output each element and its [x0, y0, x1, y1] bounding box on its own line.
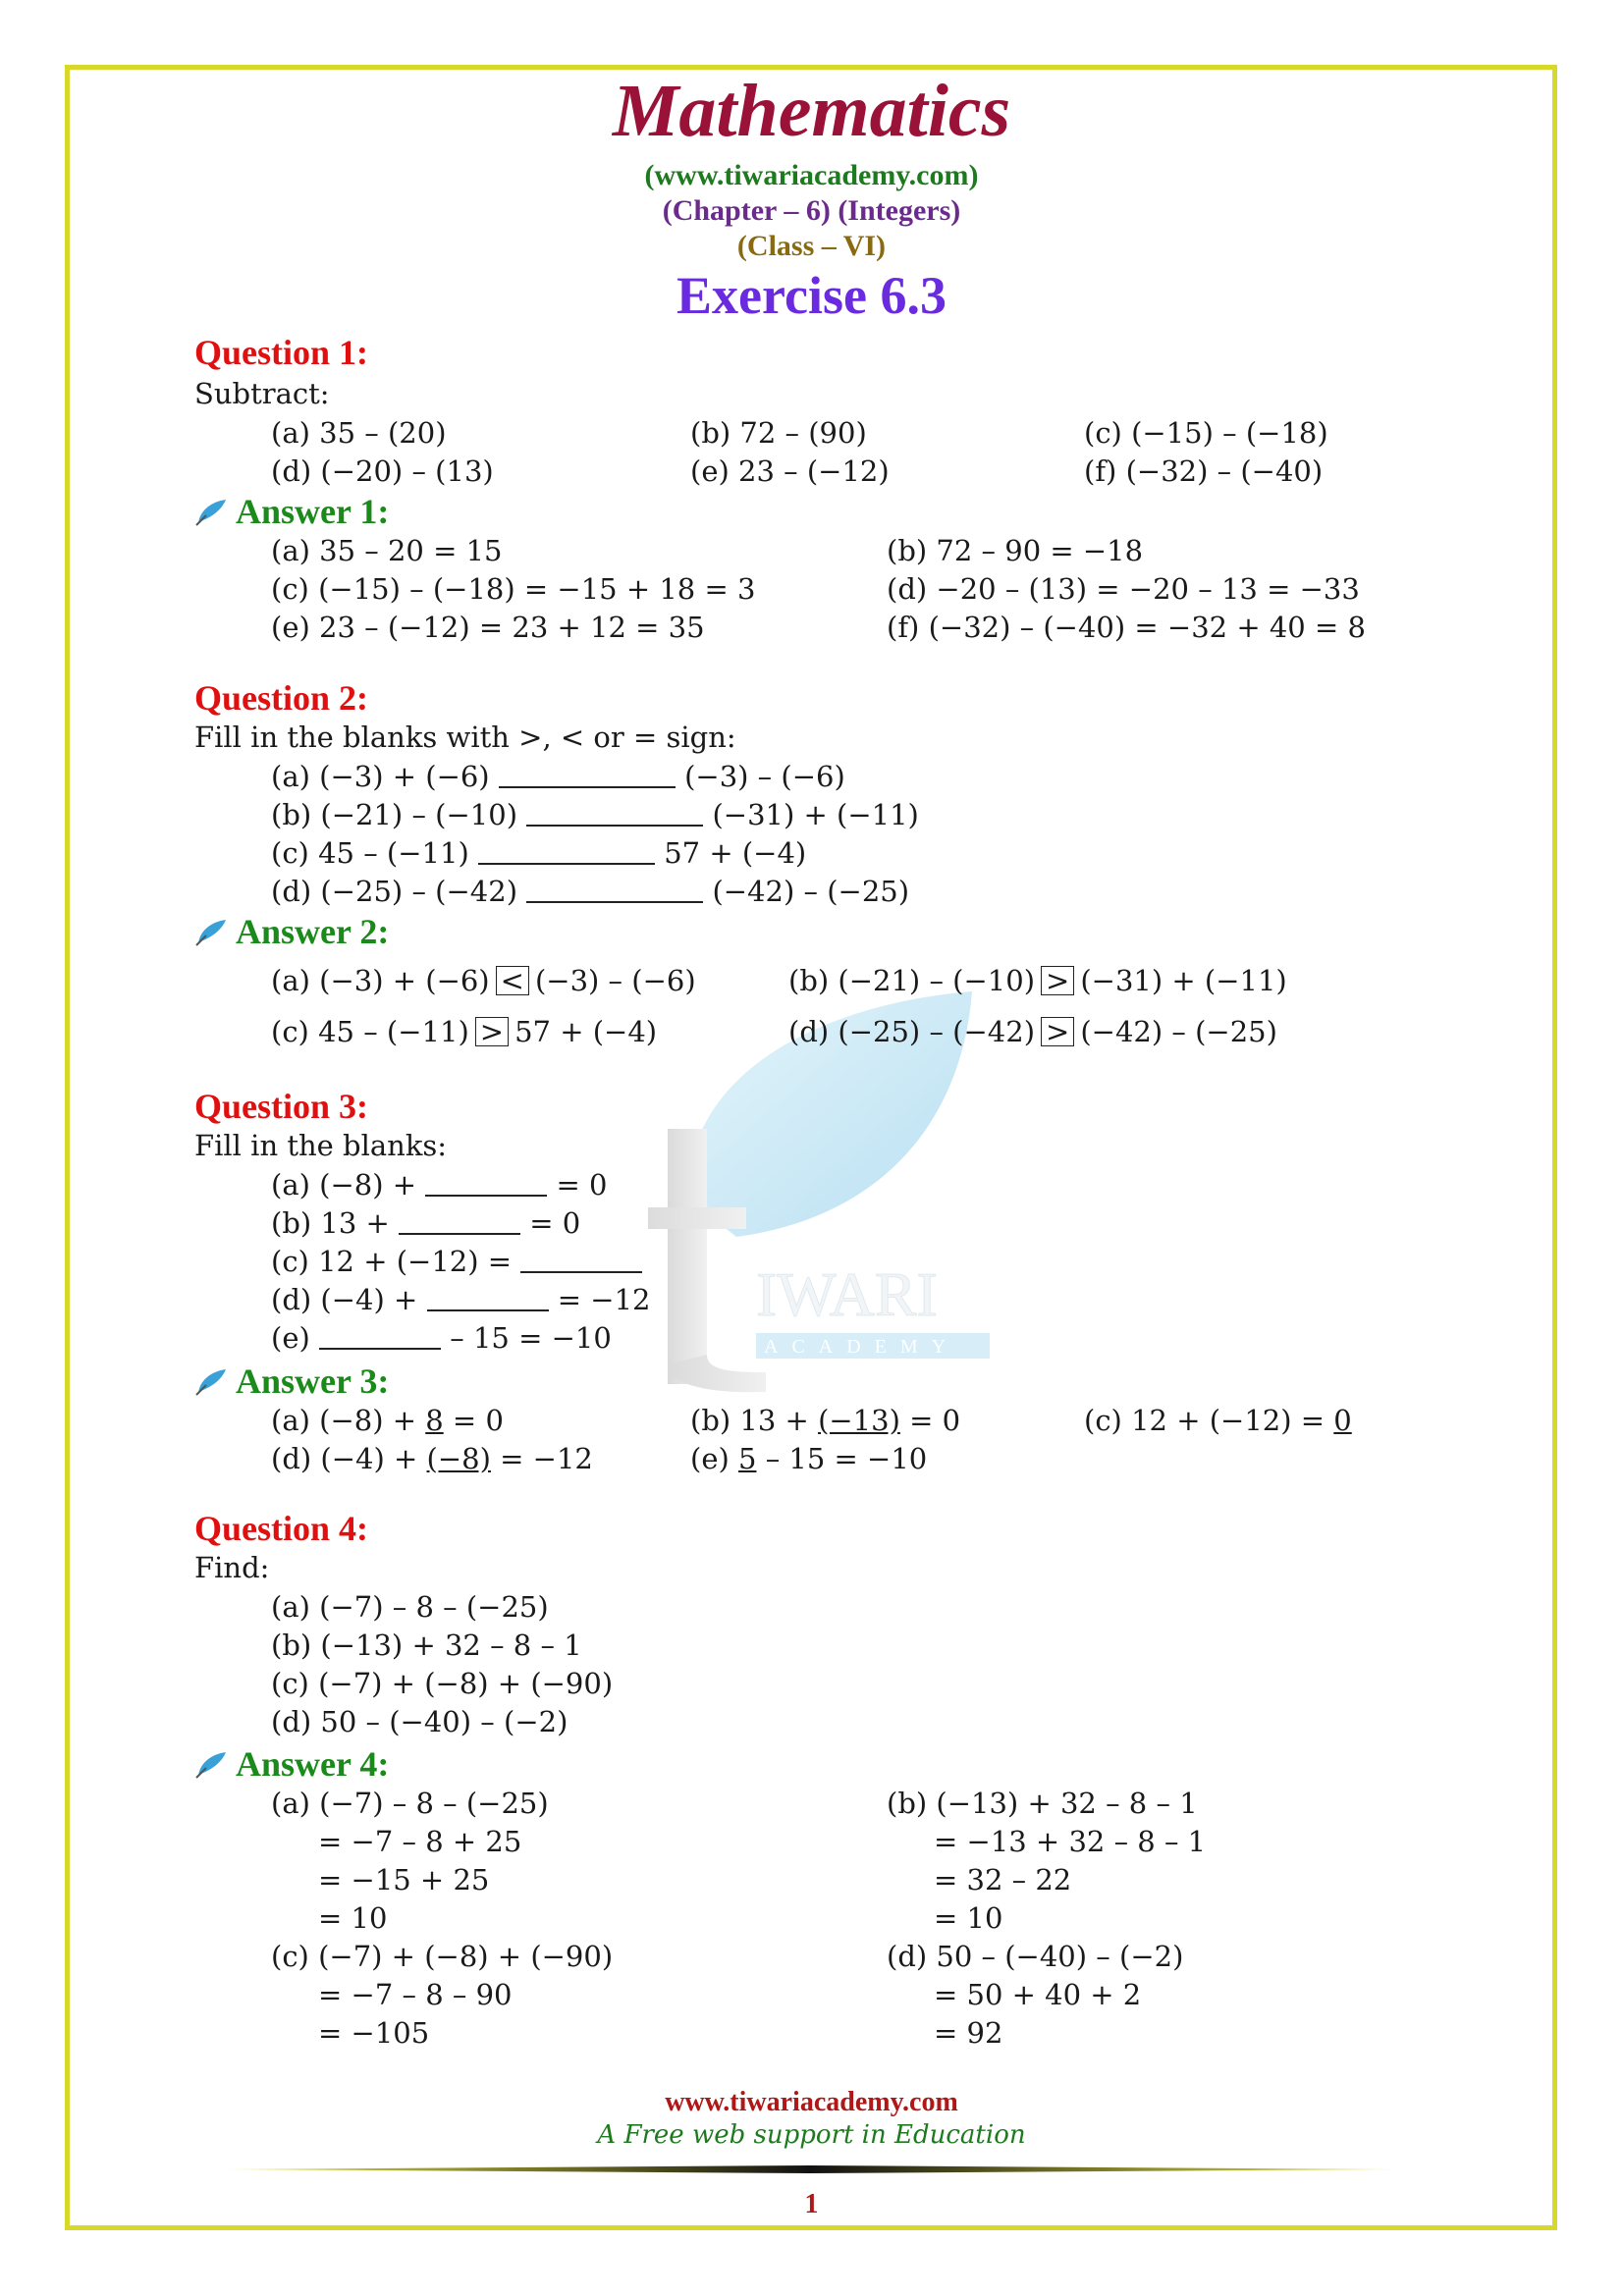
answer-2-label: Answer 2:: [236, 912, 390, 951]
a3-item-b: (b) 13 + (−13) = 0: [690, 1404, 961, 1437]
quill-icon: [194, 498, 228, 527]
a1-item-b: (b) 72 – 90 = −18: [887, 534, 1144, 567]
a3-item-a: (a) (−8) + 8 = 0: [271, 1404, 504, 1437]
answer-sign-box: >: [1041, 966, 1074, 995]
a4-c-line-3: = −105: [318, 2016, 430, 2050]
page-number: 1: [804, 2189, 819, 2219]
answer-1-heading: [194, 491, 389, 532]
a1-item-d: (d) −20 – (13) = −20 – 13 = −33: [887, 572, 1360, 606]
q4-item-c: (c) (−7) + (−8) + (−90): [271, 1667, 614, 1700]
q4-item-b: (b) (−13) + 32 – 8 – 1: [271, 1629, 582, 1662]
q1-item-f: (f) (−32) – (−40): [1084, 454, 1324, 488]
question-1-prompt: Subtract:: [194, 377, 330, 410]
a2-item-c: (c) 45 – (−11) > 57 + (−4): [271, 1015, 658, 1048]
question-4-heading: Question 4:: [194, 1509, 369, 1548]
answer-1-label: Answer 1:: [236, 492, 390, 531]
question-3-heading: Question 3:: [194, 1087, 369, 1126]
q1-item-b: (b) 72 – (90): [690, 416, 867, 450]
question-4-prompt: Find:: [194, 1551, 270, 1584]
footer-website: www.tiwariacademy.com: [665, 2087, 958, 2117]
a4-b-line-2: = −13 + 32 – 8 – 1: [934, 1825, 1207, 1858]
q1-item-d: (d) (−20) – (13): [271, 454, 494, 488]
header-website: (www.tiwariacademy.com): [644, 159, 979, 191]
q2-item-a: (a) (−3) + (−6) (−3) – (−6): [271, 760, 845, 793]
q2-item-b: (b) (−21) – (−10) (−31) + (−11): [271, 798, 919, 831]
q4-item-a: (a) (−7) – 8 – (−25): [271, 1590, 549, 1624]
a1-item-c: (c) (−15) – (−18) = −15 + 18 = 3: [271, 572, 756, 606]
a2-item-b: (b) (−21) – (−10) > (−31) + (−11): [788, 964, 1287, 997]
a3-item-e: (e) 5 – 15 = −10: [690, 1442, 928, 1475]
exercise-title: Exercise 6.3: [676, 266, 947, 325]
a4-d-line-2: = 50 + 40 + 2: [934, 1978, 1142, 2011]
a4-a-line-1: (a) (−7) – 8 – (−25): [271, 1787, 549, 1820]
q3-item-a: (a) (−8) + = 0: [271, 1168, 608, 1201]
a1-item-f: (f) (−32) – (−40) = −32 + 40 = 8: [887, 611, 1366, 644]
q3-item-c: (c) 12 + (−12) =: [271, 1245, 642, 1278]
a2-item-d: (d) (−25) – (−42) > (−42) – (−25): [788, 1015, 1277, 1048]
q1-item-a: (a) 35 – (20): [271, 416, 447, 450]
a4-b-line-3: = 32 – 22: [934, 1863, 1072, 1896]
a4-c-line-1: (c) (−7) + (−8) + (−90): [271, 1940, 614, 1973]
a4-a-line-2: = −7 – 8 + 25: [318, 1825, 522, 1858]
question-2-heading: Question 2:: [194, 678, 369, 718]
footer-divider: [226, 2165, 1394, 2173]
watermark-letters: IWARI: [756, 1259, 938, 1329]
watermark-sub: ACADEMY: [764, 1336, 960, 1358]
a4-a-line-3: = −15 + 25: [318, 1863, 490, 1896]
answer-4-label: Answer 4:: [236, 1744, 390, 1784]
question-2-prompt: Fill in the blanks with >, < or = sign:: [194, 721, 736, 754]
answer-4-heading: [194, 1743, 389, 1785]
q2-item-c: (c) 45 – (−11) 57 + (−4): [271, 836, 807, 870]
header-chapter: (Chapter – 6) (Integers): [662, 194, 961, 227]
a1-item-e: (e) 23 – (−12) = 23 + 12 = 35: [271, 611, 705, 644]
a1-item-a: (a) 35 – 20 = 15: [271, 534, 503, 567]
q1-item-e: (e) 23 – (−12): [690, 454, 890, 488]
q3-item-b: (b) 13 + = 0: [271, 1206, 581, 1240]
a4-c-line-2: = −7 – 8 – 90: [318, 1978, 513, 2011]
a4-b-line-4: = 10: [934, 1901, 1003, 1935]
q1-item-c: (c) (−15) – (−18): [1084, 416, 1328, 450]
quill-icon: [194, 1367, 228, 1397]
answer-3-heading: [194, 1361, 389, 1402]
q2-item-d: (d) (−25) – (−42) (−42) – (−25): [271, 875, 910, 908]
quill-icon: [194, 1750, 228, 1780]
q3-item-e: (e) – 15 = −10: [271, 1321, 612, 1355]
answer-sign-box: >: [475, 1017, 509, 1046]
page-title: Mathematics: [612, 70, 1011, 152]
a3-item-d: (d) (−4) + (−8) = −12: [271, 1442, 593, 1475]
a4-a-line-4: = 10: [318, 1901, 388, 1935]
answer-sign-box: <: [496, 966, 529, 995]
header-class: (Class – VI): [736, 230, 887, 262]
q4-item-d: (d) 50 – (−40) – (−2): [271, 1705, 568, 1738]
a2-item-a: (a) (−3) + (−6) < (−3) – (−6): [271, 964, 696, 997]
a4-d-line-1: (d) 50 – (−40) – (−2): [887, 1940, 1184, 1973]
quill-icon: [194, 918, 228, 947]
footer-tagline: A Free web support in Education: [597, 2120, 1026, 2150]
question-3-prompt: Fill in the blanks:: [194, 1129, 448, 1162]
answer-sign-box: >: [1041, 1017, 1074, 1046]
a3-item-c: (c) 12 + (−12) = 0: [1084, 1404, 1352, 1437]
q3-item-d: (d) (−4) + = −12: [271, 1283, 651, 1316]
answer-2-heading: [194, 911, 389, 952]
a4-b-line-1: (b) (−13) + 32 – 8 – 1: [887, 1787, 1198, 1820]
question-1-heading: Question 1:: [194, 333, 369, 372]
a4-d-line-3: = 92: [934, 2016, 1003, 2050]
answer-3-label: Answer 3:: [236, 1362, 390, 1401]
